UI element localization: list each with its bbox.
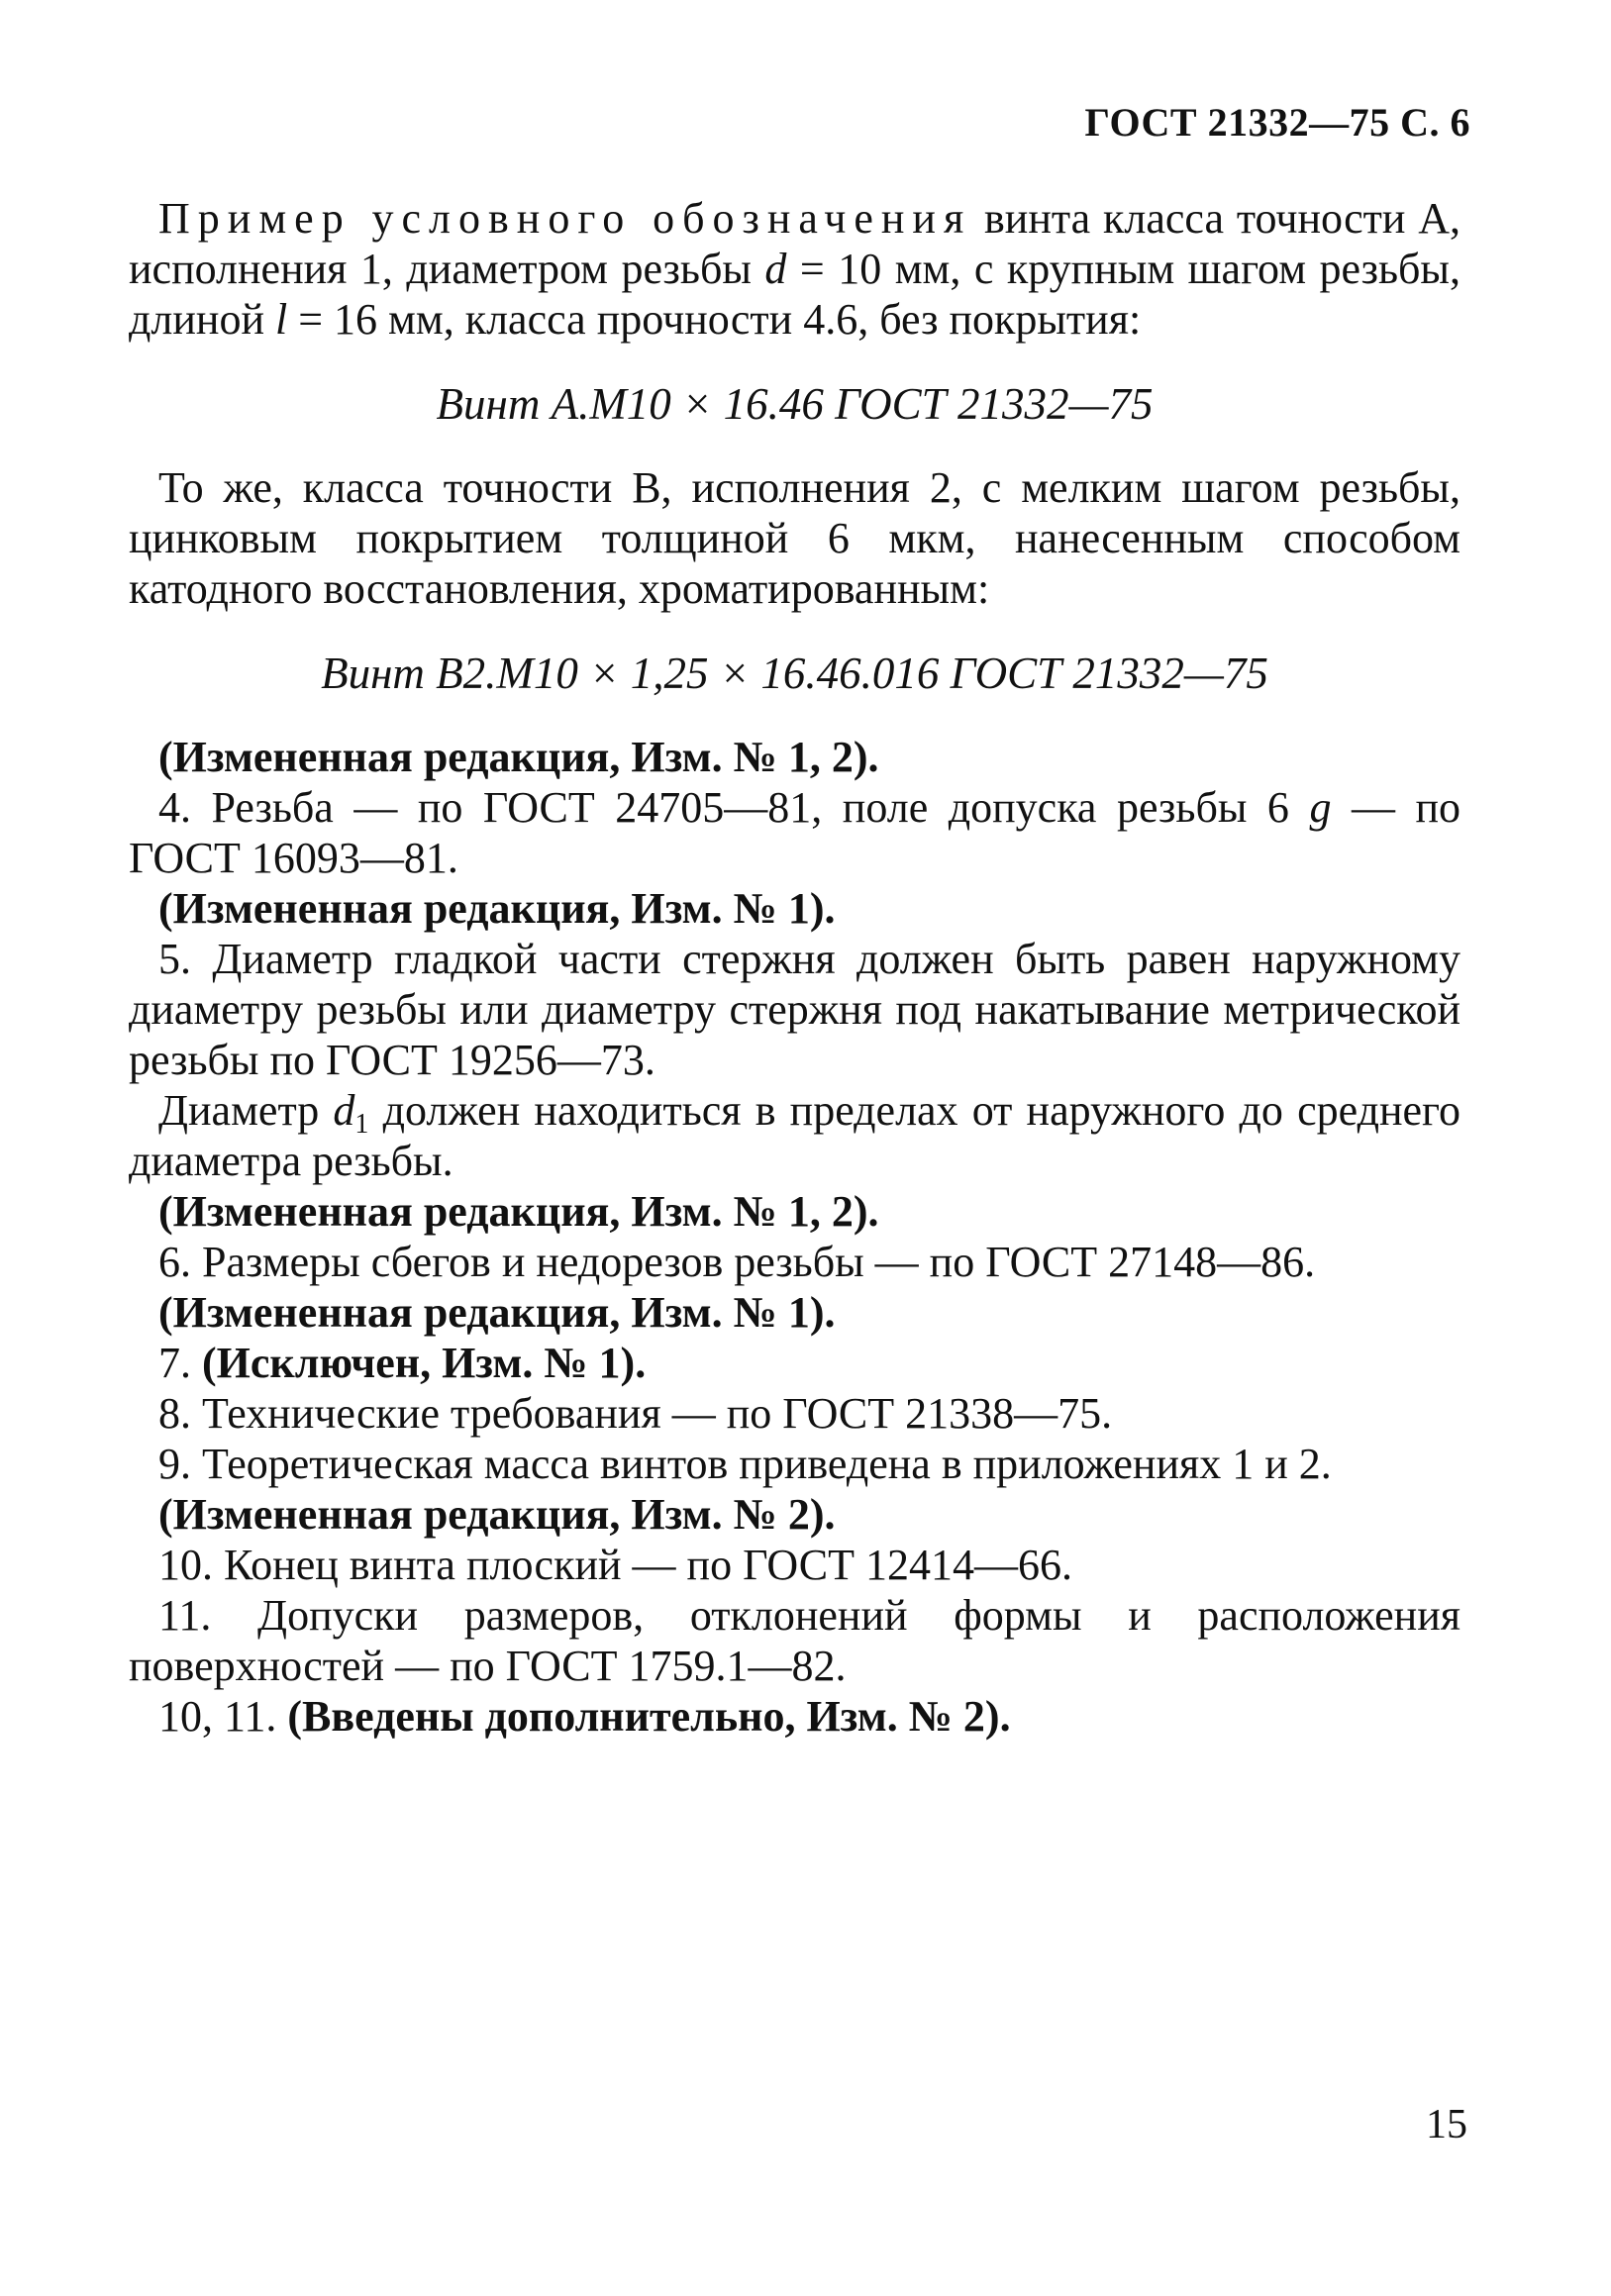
clause-4: 4. Резьба — по ГОСТ 24705—81, поле допуска резьбы 6 g — по ГОСТ 16093—81. [129, 783, 1460, 882]
clause-6: 6. Размеры сбегов и недорезов резьбы — по ГОСТ 27148—86. [158, 1238, 1316, 1286]
page-header: ГОСТ 21332—75 С. 6 [1084, 100, 1470, 145]
clause-5-diameter: Диаметр $d_1$ должен находиться в пределах от наружного до среднего диаметра резьбы. [129, 1086, 1460, 1185]
clause-9: 9. Теоретическая масса винтов приведена в приложениях 1 и 2. [158, 1440, 1332, 1488]
example-paragraph: Пример условного обозначения винта класса точности А, исполнения 1, диаметром резьбы d = 10 мм, с крупным шагом резьбы, длиной l = 16 мм, класса прочности 4.6, без покрытия: [129, 194, 1461, 344]
clause-5: 5. Диаметр гладкой части стержня должен быть равен наружному диаметру резьбы или диаметру стержня под накатывание метрической резьбы по ГОСТ 19256—73. [129, 935, 1460, 1084]
clause-10: 10. Конец винта плоский — по ГОСТ 12414—66. [158, 1541, 1072, 1589]
example-heading: Пример условного обозначения [158, 194, 972, 243]
same-paragraph: То же, класса точности В, исполнения 2, с мелким шагом резьбы, цинковым покрытием толщиной 6 мкм, нанесенным способом катодного восстановления, хроматированным: [129, 463, 1460, 613]
clauses-10-11-note: 10, 11. (Введены дополнительно, Изм. № 2). [158, 1692, 1011, 1741]
amendment-note: (Измененная редакция, Изм. № 2). [158, 1490, 836, 1539]
amendment-note: (Измененная редакция, Изм. № 1, 2). [158, 733, 879, 781]
document-body [129, 193, 1460, 1742]
amendment-note: (Измененная редакция, Изм. № 1). [158, 884, 836, 933]
clause-11: 11. Допуски размеров, отклонений формы и расположения поверхностей — по ГОСТ 1759.1—82. [129, 1591, 1460, 1690]
designation-formula-2: Винт В2.М10 × 1,25 × 16.46.016 ГОСТ 21332—75 [321, 649, 1268, 698]
clause-7: 7. (Исключен, Изм. № 1). [158, 1339, 647, 1387]
page-number: 15 [1426, 2102, 1467, 2147]
amendment-note: (Измененная редакция, Изм. № 1). [158, 1288, 836, 1337]
designation-formula-1: Винт А.М10 × 16.46 ГОСТ 21332—75 [436, 379, 1154, 429]
amendment-note: (Измененная редакция, Изм. № 1, 2). [158, 1187, 879, 1236]
clause-8: 8. Технические требования — по ГОСТ 21338—75. [158, 1389, 1113, 1438]
